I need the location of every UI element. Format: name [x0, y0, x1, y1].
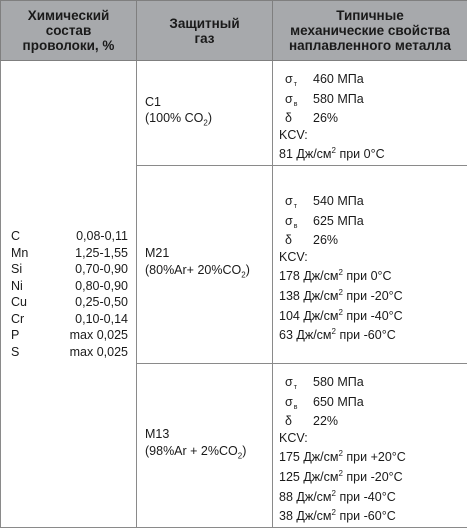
chemistry-item: P max 0,025 [11, 327, 128, 344]
gas-cell-m21: M21 $(80\%Ar+ 20\%CO_2)$ [137, 166, 273, 364]
props-cell-c1: $\sigma_т$ 460 МПа $\sigma_в$ 580 МПа δ 26% KCV: 81 $Дж/см^2$ при 0°C [273, 61, 467, 166]
gas-cell-m13: M13 $(98\%Ar + 2\%CO_2)$ [137, 364, 273, 528]
chemistry-item: S max 0,025 [11, 344, 128, 361]
header-properties: Типичные механические свойства наплавленного металла [273, 1, 467, 61]
props-cell-m13: $\sigma_т$ 580 МПа $\sigma_в$ 650 МПа δ 22% KCV: 175 $Дж/см^2$ при +20°C 125 $Дж/см^2$ при -20°C 88 $Дж/см^2$ при -40°C 38 $Дж/см^2$ при -60°C [273, 364, 467, 528]
chemistry-item: Si 0,70-0,90 [11, 261, 128, 278]
header-gas: Защитный газ [137, 1, 273, 61]
chemistry-item: Mn 1,25-1,55 [11, 245, 128, 262]
chemistry-cell [1, 61, 137, 528]
chemistry-item: C 0,08-0,11 [11, 228, 128, 245]
props-cell-m21: $\sigma_т$ 540 МПа $\sigma_в$ 625 МПа δ 26% KCV: 178 $Дж/см^2$ при 0°C 138 $Дж/см^2$ при -20°C 104 $Дж/см^2$ при -40°C 63 $Дж/см^2$ при -60°C [273, 166, 467, 364]
chemistry-item: Ni 0,80-0,90 [11, 278, 128, 295]
chemistry-item: Cr 0,10-0,14 [11, 311, 128, 328]
gas-cell-c1: C1 (100% $CO_2$) [137, 61, 273, 166]
chemistry-item: Cu 0,25-0,50 [11, 294, 128, 311]
table-row [1, 61, 467, 166]
header-row [1, 1, 467, 61]
header-chemistry: Химический состав проволоки, % [1, 1, 137, 61]
chemistry-list [11, 228, 128, 360]
